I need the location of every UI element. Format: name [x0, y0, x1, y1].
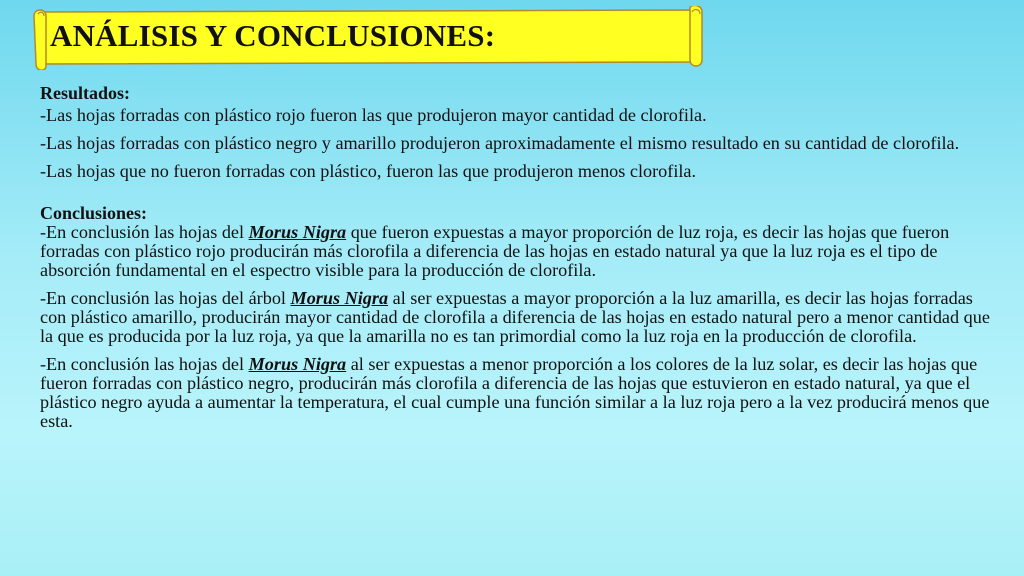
conclusion-1-pre: -En conclusión las hojas del	[40, 222, 249, 242]
conclusion-3	[40, 355, 995, 431]
conclusion-3-pre: -En conclusión las hojas del	[40, 354, 249, 374]
slide-title: ANÁLISIS Y CONCLUSIONES:	[50, 18, 496, 53]
conclusion-3-post: al ser expuestas a menor proporción a los colores de la luz solar, es decir las hojas que fueron forradas con plástico negro, producirán más clorofila a diferencia de las hojas que estuvieron en estado natural, ya que el plástico negro ayuda a aumentar la temperatura, el cual cumple una función similar a la luz roja pero a la vez producirá menos que esta.	[40, 354, 990, 431]
title-scroll-banner	[32, 6, 702, 66]
conclusion-2	[40, 289, 995, 346]
slide-body	[40, 84, 995, 440]
resultado-item-3: -Las hojas que no fueron forradas con plástico, fueron las que produjeron menos clorofila.	[40, 161, 697, 181]
resultado-item-1: -Las hojas forradas con plástico rojo fueron las que produjeron mayor cantidad de clorofila.	[40, 105, 707, 125]
conclusion-1-post: que fueron expuestas a mayor proporción de luz roja, es decir las hojas que fueron forradas con plástico rojo producirán más clorofila a diferencia de las hojas en estado natural ya que la luz roja es el tipo de absorción fundamental en el espectro visible para la producción de clorofila.	[40, 222, 950, 280]
resultado-item-2: -Las hojas forradas con plástico negro y amarillo produjeron aproximadamente el mismo resultado en su cantidad de clorofila.	[40, 133, 960, 153]
resultados-heading: Resultados:	[40, 83, 131, 103]
conclusiones-heading: Conclusiones:	[40, 203, 148, 223]
conclusion-3-species: Morus Nigra	[248, 354, 347, 374]
conclusion-2-species: Morus Nigra	[290, 288, 389, 308]
conclusion-2-pre: -En conclusión las hojas del árbol	[40, 288, 291, 308]
conclusion-1	[40, 223, 995, 280]
conclusion-2-post: al ser expuestas a mayor proporción a la luz amarilla, es decir las hojas forradas con plástico amarillo, producirán mayor cantidad de clorofila a diferencia de las hojas en estado natural pero a menor cantidad que la que es producida por la luz roja, ya que la amarilla no es tan primordial como la luz roja en la producción de clorofila.	[40, 288, 990, 346]
conclusion-1-species: Morus Nigra	[248, 222, 347, 242]
